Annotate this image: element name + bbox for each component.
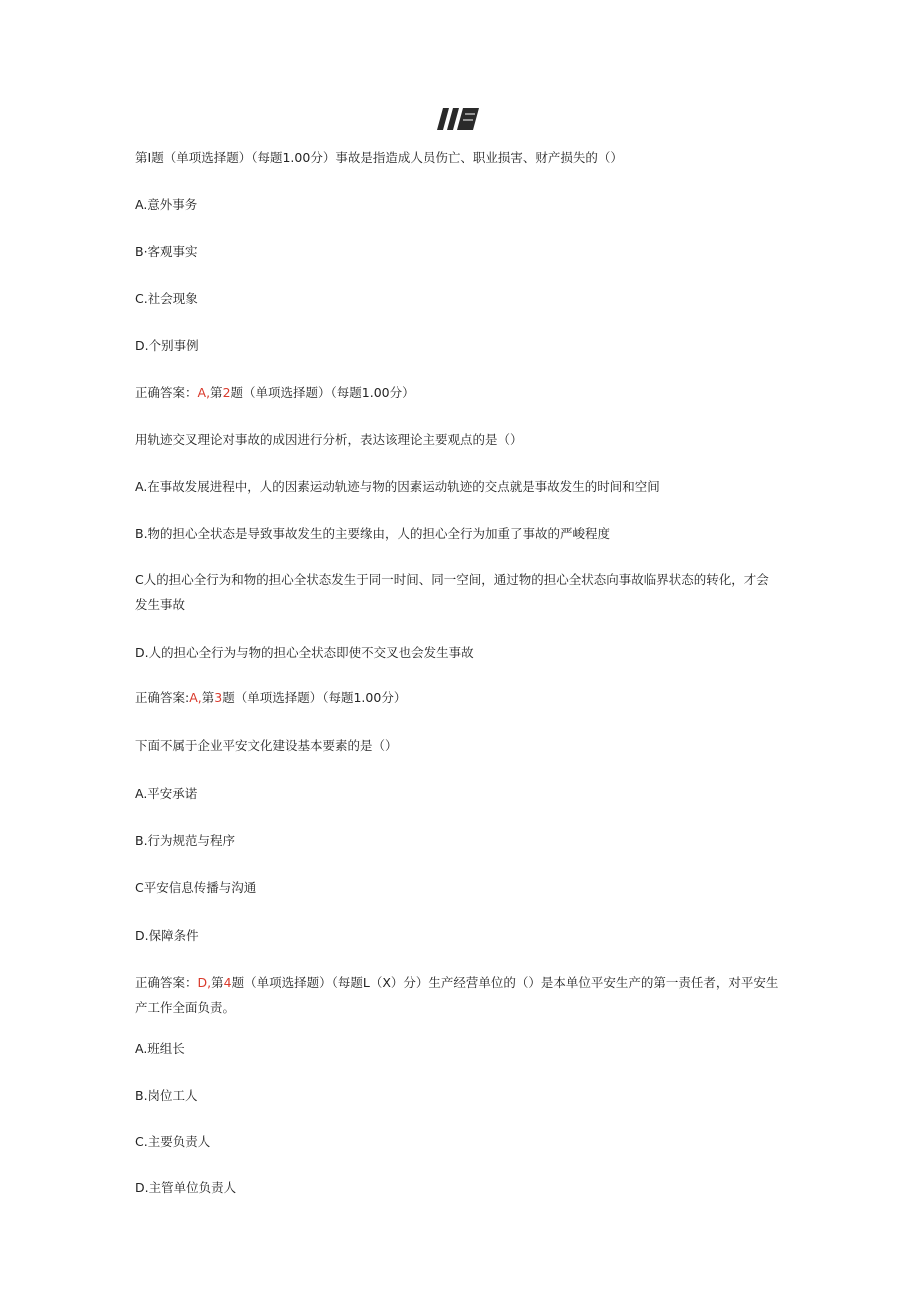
q3-option-a[interactable]: A.平安承诺 bbox=[135, 786, 198, 801]
question-number: 4 bbox=[223, 975, 232, 990]
q1-option-d[interactable]: D.个别事例 bbox=[135, 338, 199, 353]
q3-option-d[interactable]: D.保障条件 bbox=[135, 928, 199, 943]
question-2-stem: 用轨迹交叉理论对事故的成因进行分析，表达该理论主要观点的是（） bbox=[135, 432, 523, 447]
q4-option-d[interactable]: D.主管单位负责人 bbox=[135, 1180, 237, 1195]
question-number: 3 bbox=[214, 690, 223, 705]
q1-option-c[interactable]: C.社会现象 bbox=[135, 291, 198, 306]
q1-option-b[interactable]: B·客观事实 bbox=[135, 244, 198, 259]
question-number: 2 bbox=[222, 385, 231, 400]
q2-option-b[interactable]: B.物的担心全状态是导致事故发生的主要缘由，人的担心全行为加重了事故的严峻程度 bbox=[135, 526, 611, 541]
answer-3-and-question-4-stem: 正确答案：D,第4题（单项选择题）（每题L（X）分）生产经营单位的（）是本单位平安生产的第一责任者，对平安生产工作全面负责。 bbox=[135, 975, 779, 1015]
correct-answer-letter: A, bbox=[189, 690, 202, 705]
q2-option-d[interactable]: D.人的担心全行为与物的担心全状态即使不交叉也会发生事故 bbox=[135, 645, 474, 660]
q1-option-a[interactable]: A.意外事务 bbox=[135, 197, 198, 212]
document-logo bbox=[437, 108, 479, 130]
q4-option-c[interactable]: C.主要负责人 bbox=[135, 1134, 211, 1149]
q3-option-c[interactable]: C平安信息传播与沟通 bbox=[135, 880, 257, 895]
q4-option-a[interactable]: A.班组长 bbox=[135, 1041, 185, 1056]
correct-answer-letter: A, bbox=[197, 385, 211, 400]
q2-option-c[interactable]: C人的担心全行为和物的担心全状态发生于同一时间、同一空间，通过物的担心全状态向事故临界状态的转化，才会发生事故 bbox=[135, 572, 769, 612]
question-3-stem: 下面不属于企业平安文化建设基本要素的是（） bbox=[135, 738, 398, 753]
q4-option-b[interactable]: B.岗位工人 bbox=[135, 1088, 198, 1103]
q2-option-a[interactable]: A.在事故发展进程中，人的因素运动轨迹与物的因素运动轨迹的交点就是事故发生的时间和空间 bbox=[135, 479, 660, 494]
question-1-stem: 第I题（单项选择题）（每题1.00分）事故是指造成人员伤亡、职业损害、财产损失的（） bbox=[135, 150, 623, 165]
answer-2-and-question-3-header: 正确答案:A,第3题（单项选择题）（每题1.00分） bbox=[135, 690, 407, 705]
q3-option-b[interactable]: B.行为规范与程序 bbox=[135, 833, 236, 848]
answer-1-and-question-2-header: 正确答案：A,第2题（单项选择题）（每题1.00分） bbox=[135, 385, 415, 400]
correct-answer-letter: D, bbox=[197, 975, 212, 990]
